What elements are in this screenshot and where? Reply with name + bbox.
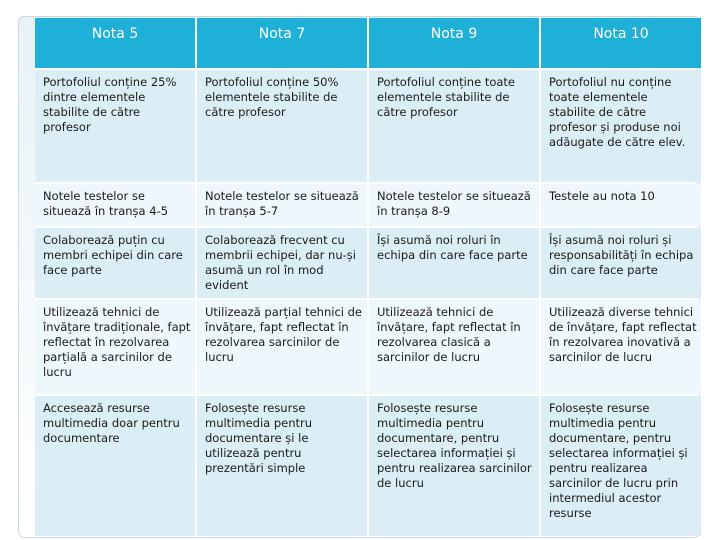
cell-teamwork-nota-9: Își asumă noi roluri în echipa din care face parte [369, 228, 539, 298]
cell-teamwork-nota-7: Colaborează frecvent cu membrii echipei, dar nu-și asumă un rol în mod evident [197, 228, 367, 298]
cell-tests-nota-7: Notele testelor se situează în tranșa 5-7 [197, 184, 367, 226]
cell-techniques-nota-7: Utilizează parțial tehnici de învățare, fapt reflectat în rezolvarea sarcinilor de lucru [197, 300, 367, 394]
cell-tests-nota-9: Notele testelor se situează în tranșa 8-9 [369, 184, 539, 226]
cell-tests-nota-10: Testele au nota 10 [541, 184, 701, 226]
evaluation-table [35, 18, 695, 536]
cell-portfolio-nota-10: Portofoliul nu conține toate elementele stabilite de către profesor și produse noi adăugate de către elev. [541, 70, 701, 182]
header-nota-10: Nota 10 [541, 18, 701, 68]
cell-tests-nota-5: Notele testelor se situează în tranșa 4-5 [35, 184, 195, 226]
header-nota-9: Nota 9 [369, 18, 539, 68]
cell-multimedia-nota-9: Folosește resurse multimedia pentru documentare, pentru selectarea informației și pentru realizarea sarcinilor de lucru [369, 396, 539, 536]
cell-portfolio-nota-5: Portofoliul conține 25% dintre elementele stabilite de către profesor [35, 70, 195, 182]
cell-portfolio-nota-7: Portofoliul conține 50% elementele stabilite de către profesor [197, 70, 367, 182]
cell-techniques-nota-5: Utilizează tehnici de învățare tradiționale, fapt reflectat în rezolvarea parțială a sarcinilor de lucru [35, 300, 195, 394]
cell-multimedia-nota-7: Folosește resurse multimedia pentru documentare și le utilizează pentru prezentări simple [197, 396, 367, 536]
header-nota-7: Nota 7 [197, 18, 367, 68]
cell-portfolio-nota-9: Portofoliul conține toate elementele stabilite de către profesor [369, 70, 539, 182]
cell-multimedia-nota-10: Folosește resurse multimedia pentru documentare, pentru selectarea informației și pentru realizarea sarcinilor de lucru prin intermediul acestor resurse [541, 396, 701, 536]
cell-teamwork-nota-5: Colaborează puțin cu membri echipei din care face parte [35, 228, 195, 298]
cell-techniques-nota-10: Utilizează diverse tehnici de învățare, fapt reflectat în rezolvarea inovativă a sarcinilor de lucru [541, 300, 701, 394]
cell-teamwork-nota-10: Își asumă noi roluri și responsabilități în echipa din care face parte [541, 228, 701, 298]
cell-techniques-nota-9: Utilizează tehnici de învățare, fapt reflectat în rezolvarea clasică a sarcinilor de lucru [369, 300, 539, 394]
cell-multimedia-nota-5: Accesează resurse multimedia doar pentru documentare [35, 396, 195, 536]
header-nota-5: Nota 5 [35, 18, 195, 68]
